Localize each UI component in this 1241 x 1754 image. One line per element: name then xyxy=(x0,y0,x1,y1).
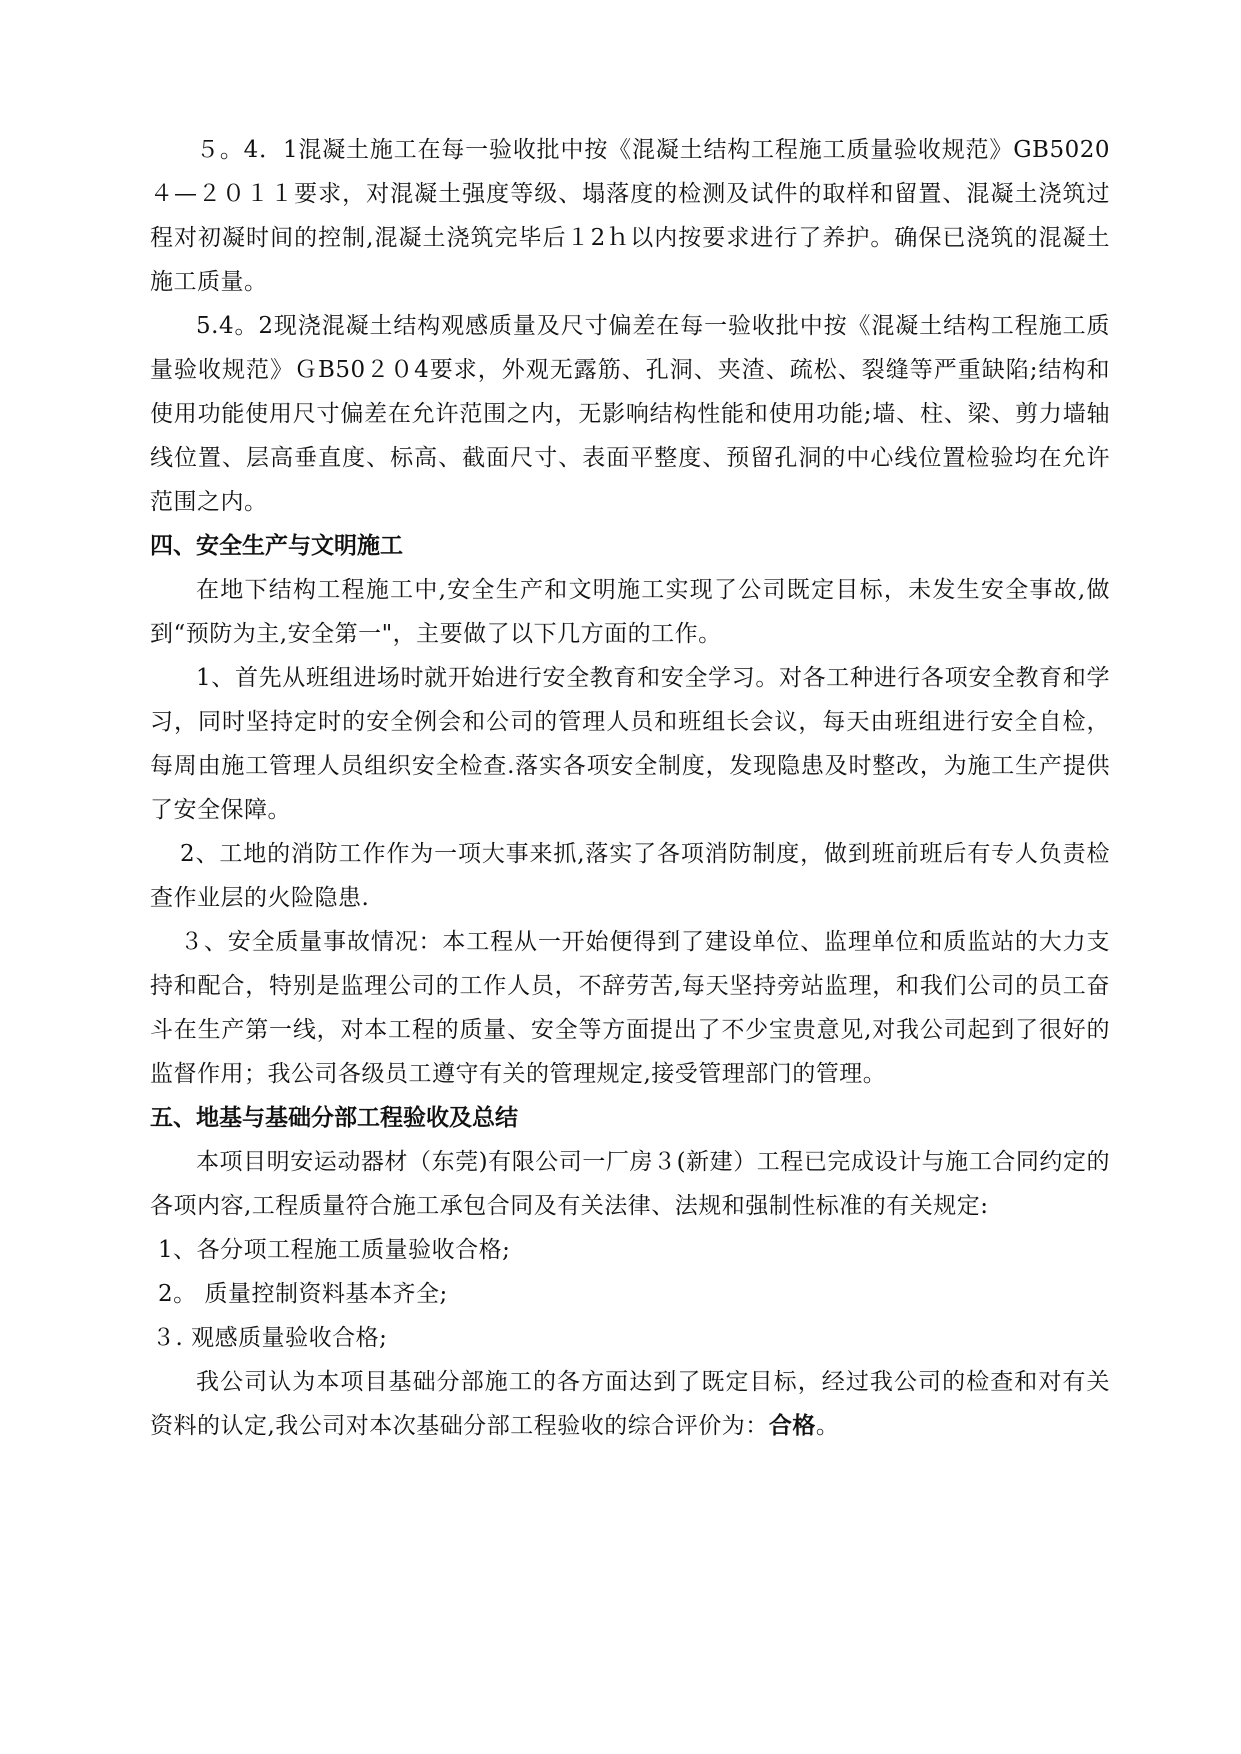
paragraph-acceptance-intro: 本项目明安运动器材（东莞)有限公司一厂房３(新建）工程已完成设计与施工合同约定的各项内容,工程质量符合施工承包合同及有关法律、法规和强制性标准的有关规定: xyxy=(150,1149,1110,1219)
paragraph-5-4-1: ５。4．1混凝土施工在每一验收批中按《混凝土结构工程施工质量验收规范》GB5020４—２０１１要求，对混凝土强度等级、塌落度的检测及试件的取样和留置、混凝土浇筑过程对初凝时间的控制,混凝土浇筑完毕后１2ｈ以内按要求进行了养护。确保已浇筑的混凝土施工质量。 xyxy=(150,137,1110,295)
list-item-acceptance-2: 2。 质量控制资料基本齐全; xyxy=(158,1281,448,1307)
list-item-acceptance-1: 1、各分项工程施工质量验收合格; xyxy=(158,1237,511,1263)
verdict-text: 合格 xyxy=(768,1413,816,1439)
conclusion-text: 我公司认为本项目基础分部施工的各方面达到了既定目标，经过我公司的检查和对有关资料的认定,我公司对本次基础分部工程验收的综合评价为： xyxy=(150,1369,1110,1439)
paragraph-safety-intro: 在地下结构工程施工中,安全生产和文明施工实现了公司既定目标，未发生安全事故,做到“预防为主,安全第一"，主要做了以下几方面的工作。 xyxy=(150,577,1110,647)
section-heading-safety: 四、安全生产与文明施工 xyxy=(150,533,403,559)
paragraph-5-4-2: 5.4。2现浇混凝土结构观感质量及尺寸偏差在每一验收批中按《混凝土结构工程施工质量验收规范》ＧB50２０4要求，外观无露筋、孔洞、夹渣、疏松、裂缝等严重缺陷;结构和使用功能使用尺寸偏差在允许范围之内，无影响结构性能和使用功能;墙、柱、梁、剪力墙轴线位置、层高垂直度、标高、截面尺寸、表面平整度、预留孔洞的中心线位置检验均在允许范围之内。 xyxy=(150,313,1110,515)
paragraph-conclusion xyxy=(150,1360,1110,1448)
paragraph-safety-item-3: ３、安全质量事故情况：本工程从一开始便得到了建设单位、监理单位和质监站的大力支持和配合，特别是监理公司的工作人员，不辞劳苦,每天坚持旁站监理，和我们公司的员工奋斗在生产第一线，对本工程的质量、安全等方面提出了不少宝贵意见,对我公司起到了很好的监督作用；我公司各级员工遵守有关的管理规定,接受管理部门的管理。 xyxy=(150,929,1110,1087)
paragraph-safety-item-2: 2、工地的消防工作作为一项大事来抓,落实了各项消防制度，做到班前班后有专人负责检查作业层的火险隐患. xyxy=(150,841,1110,911)
section-heading-acceptance: 五、地基与基础分部工程验收及总结 xyxy=(150,1105,518,1131)
list-item-acceptance-3: ３. 观感质量验收合格; xyxy=(152,1325,388,1351)
document-page xyxy=(150,128,1110,1448)
conclusion-end-mark: 。 xyxy=(815,1413,840,1439)
paragraph-safety-item-1: 1、首先从班组进场时就开始进行安全教育和安全学习。对各工种进行各项安全教育和学习，同时坚持定时的安全例会和公司的管理人员和班组长会议，每天由班组进行安全自检，每周由施工管理人员组织安全检查.落实各项安全制度，发现隐患及时整改，为施工生产提供了安全保障。 xyxy=(150,665,1110,823)
